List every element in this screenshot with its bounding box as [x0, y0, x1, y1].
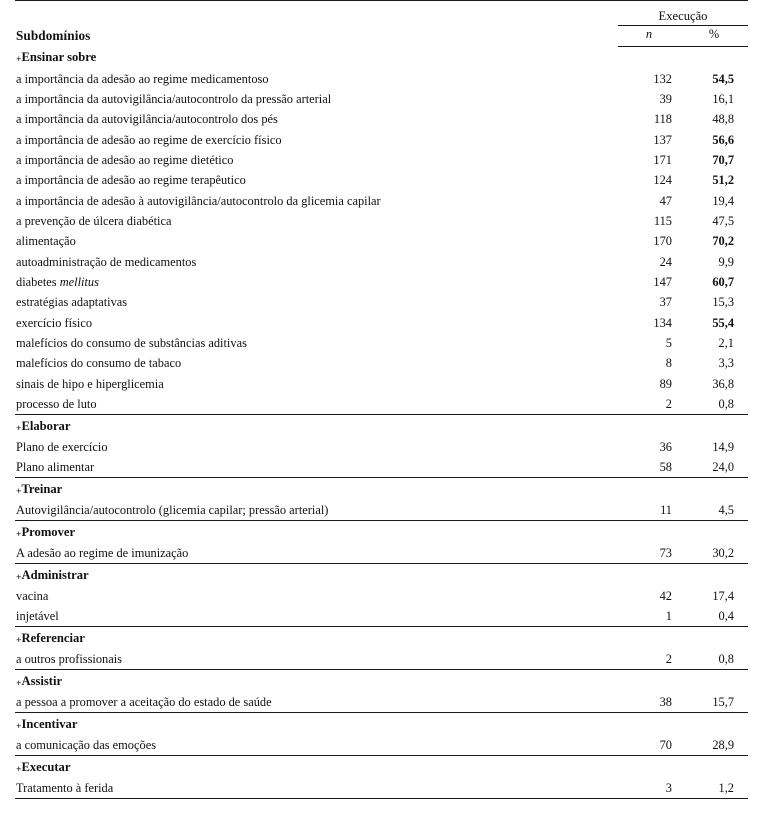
- table-row: [15, 191, 748, 211]
- section-plus-marker: +: [16, 528, 22, 540]
- row-label: Plano alimentar: [15, 457, 618, 478]
- table-row: [15, 313, 748, 333]
- table-row: [15, 606, 748, 627]
- row-percent: 9,9: [718, 254, 735, 269]
- section-plus-marker: +: [16, 422, 22, 434]
- row-count-n: 36: [659, 439, 672, 454]
- table-row: [15, 292, 748, 312]
- section-plus-marker: +: [16, 720, 22, 732]
- row-label: Autovigilância/autocontrolo (glicemia capilar; pressão arterial): [15, 500, 618, 521]
- section-title: [15, 478, 748, 500]
- row-count-n: 171: [653, 152, 672, 167]
- row-percent: 3,3: [718, 356, 735, 371]
- row-count-n: 24: [659, 254, 672, 269]
- row-percent: 36,8: [712, 376, 735, 391]
- table-row: [15, 437, 748, 457]
- table-row: [15, 543, 748, 564]
- section-title: [15, 627, 748, 649]
- row-count-n: 5: [665, 335, 672, 350]
- row-count-n: 147: [653, 274, 672, 289]
- row-label: Plano de exercício: [16, 439, 108, 454]
- section-title: [15, 415, 748, 437]
- table-row: [15, 353, 748, 373]
- section-title-text: Treinar: [21, 481, 63, 496]
- row-label: a importância de adesão à autovigilância/autocontrolo da glicemia capilar: [16, 193, 381, 208]
- table-row: [15, 649, 748, 670]
- row-percent: 47,5: [712, 213, 735, 228]
- row-label: processo de luto: [15, 394, 618, 415]
- row-percent: 60,7: [712, 274, 735, 289]
- row-count-n: 58: [618, 457, 680, 478]
- row-percent: 4,5: [680, 500, 748, 521]
- row-percent: 70,2: [712, 234, 735, 249]
- row-percent: 0,8: [680, 649, 748, 670]
- row-percent: 0,4: [680, 606, 748, 627]
- table-row: [15, 252, 748, 272]
- row-percent: 28,9: [680, 735, 748, 756]
- section-title: [15, 564, 748, 586]
- table-row: [15, 170, 748, 190]
- header-group-row: [15, 1, 748, 26]
- row-percent: 2,1: [718, 335, 735, 350]
- row-label: a outros profissionais: [15, 649, 618, 670]
- row-label: Tratamento à ferida: [15, 778, 618, 799]
- table-row: [15, 130, 748, 150]
- section-plus-marker: +: [16, 677, 22, 689]
- table-row: [15, 394, 748, 415]
- row-count-n: 89: [659, 376, 672, 391]
- table-row: [15, 211, 748, 231]
- table-row: [15, 735, 748, 756]
- row-count-n: 8: [665, 356, 672, 371]
- row-label: a importância de adesão ao regime terapêutico: [16, 173, 246, 188]
- table-row: [15, 231, 748, 251]
- table-row: [15, 500, 748, 521]
- section-header-row: [15, 521, 748, 543]
- row-count-n: 124: [653, 173, 672, 188]
- row-label: A adesão ao regime de imunização: [15, 543, 618, 564]
- section-title-text: Administrar: [21, 567, 89, 582]
- section-title: [15, 670, 748, 692]
- table-row: [15, 150, 748, 170]
- row-label: a importância da autovigilância/autocontrolo da pressão arterial: [16, 92, 332, 106]
- row-label: a comunicação das emoções: [15, 735, 618, 756]
- row-label: a pessoa a promover a aceitação do estado de saúde: [15, 692, 618, 713]
- section-title-text: Executar: [21, 759, 71, 774]
- row-count-n: 11: [618, 500, 680, 521]
- row-count-n: 1: [618, 606, 680, 627]
- row-label: estratégias adaptativas: [16, 295, 128, 310]
- section-title: [15, 47, 748, 69]
- section-title-text: Ensinar sobre: [21, 50, 97, 65]
- row-percent: 15,7: [680, 692, 748, 713]
- section-title: [15, 521, 748, 543]
- section-plus-marker: +: [16, 634, 22, 646]
- table-row: [15, 374, 748, 394]
- row-count-n: 137: [653, 132, 672, 147]
- row-count-n: 115: [653, 213, 672, 228]
- section-header-row: [15, 47, 748, 69]
- row-label: diabetes mellitus: [16, 274, 99, 289]
- row-count-n: 38: [618, 692, 680, 713]
- row-count-n: 2: [618, 649, 680, 670]
- table-row: [15, 69, 748, 89]
- section-title-text: Elaborar: [21, 418, 71, 433]
- row-label: malefícios do consumo de substâncias aditivas: [16, 335, 247, 350]
- table-body: [15, 47, 748, 799]
- row-label: sinais de hipo e hiperglicemia: [16, 376, 164, 391]
- section-title-text: Promover: [21, 524, 76, 539]
- row-percent: 30,2: [680, 543, 748, 564]
- section-title-text: Incentivar: [21, 716, 78, 731]
- section-title: [15, 756, 748, 778]
- subdomains-execution-table: [15, 0, 748, 799]
- row-count-n: 134: [653, 315, 672, 330]
- row-count-n: 170: [653, 234, 672, 249]
- row-label: autoadministração de medicamentos: [16, 254, 197, 269]
- row-percent: 24,0: [680, 457, 748, 478]
- section-header-row: [15, 564, 748, 586]
- row-count-n: 42: [659, 588, 672, 603]
- table-row: [15, 692, 748, 713]
- row-count-n: 39: [659, 92, 672, 106]
- section-header-row: [15, 713, 748, 735]
- column-header-n: n: [618, 26, 680, 47]
- row-label: a importância da adesão ao regime medicamentoso: [16, 71, 269, 86]
- section-plus-marker: +: [16, 485, 22, 497]
- section-header-row: [15, 756, 748, 778]
- row-count-n: 47: [659, 193, 672, 208]
- row-label: a importância da autovigilância/autocontrolo dos pés: [16, 112, 278, 127]
- section-header-row: [15, 415, 748, 437]
- section-header-row: [15, 670, 748, 692]
- row-percent: 0,8: [680, 394, 748, 415]
- row-label: injetável: [15, 606, 618, 627]
- section-title: [15, 713, 748, 735]
- section-header-row: [15, 627, 748, 649]
- table-head: [15, 1, 748, 47]
- row-percent: 19,4: [712, 193, 735, 208]
- row-label: a importância de adesão ao regime dietético: [16, 152, 234, 167]
- row-count-n: 73: [618, 543, 680, 564]
- section-plus-marker: +: [16, 763, 22, 775]
- column-header-subdomains: Subdomínios: [15, 1, 618, 47]
- row-percent: 55,4: [712, 315, 735, 330]
- row-percent: 16,1: [712, 92, 735, 106]
- row-label: vacina: [16, 588, 49, 603]
- row-percent: 15,3: [712, 295, 735, 310]
- row-label: malefícios do consumo de tabaco: [16, 356, 182, 371]
- section-plus-marker: +: [16, 54, 22, 66]
- row-count-n: 132: [653, 71, 672, 86]
- row-label: alimentação: [16, 234, 76, 249]
- row-percent: 54,5: [712, 71, 735, 86]
- table-row: [15, 586, 748, 606]
- row-percent: 51,2: [712, 173, 735, 188]
- row-percent: 17,4: [712, 588, 735, 603]
- section-title-text: Assistir: [21, 673, 63, 688]
- row-percent: 14,9: [712, 439, 735, 454]
- row-label: a prevenção de úlcera diabética: [16, 213, 172, 228]
- row-count-n: 3: [618, 778, 680, 799]
- row-count-n: 2: [618, 394, 680, 415]
- row-label: a importância de adesão ao regime de exercício físico: [16, 132, 282, 147]
- row-count-n: 37: [659, 295, 672, 310]
- row-count-n: 70: [618, 735, 680, 756]
- row-percent: 56,6: [712, 132, 735, 147]
- table-row: [15, 109, 748, 129]
- row-percent: 70,7: [712, 152, 735, 167]
- column-group-header-execucao: Execução: [618, 1, 748, 26]
- column-header-percent: %: [680, 26, 748, 47]
- row-label-italic: mellitus: [59, 274, 99, 289]
- row-percent: 48,8: [712, 112, 735, 127]
- section-plus-marker: +: [16, 571, 22, 583]
- table-row: [15, 457, 748, 478]
- table-row: [15, 89, 748, 109]
- row-percent: 1,2: [680, 778, 748, 799]
- section-title-text: Referenciar: [21, 630, 85, 645]
- table-row: [15, 272, 748, 292]
- row-count-n: 118: [653, 112, 672, 127]
- table-row: [15, 778, 748, 799]
- table-row: [15, 333, 748, 353]
- row-label: exercício físico: [16, 315, 93, 330]
- section-header-row: [15, 478, 748, 500]
